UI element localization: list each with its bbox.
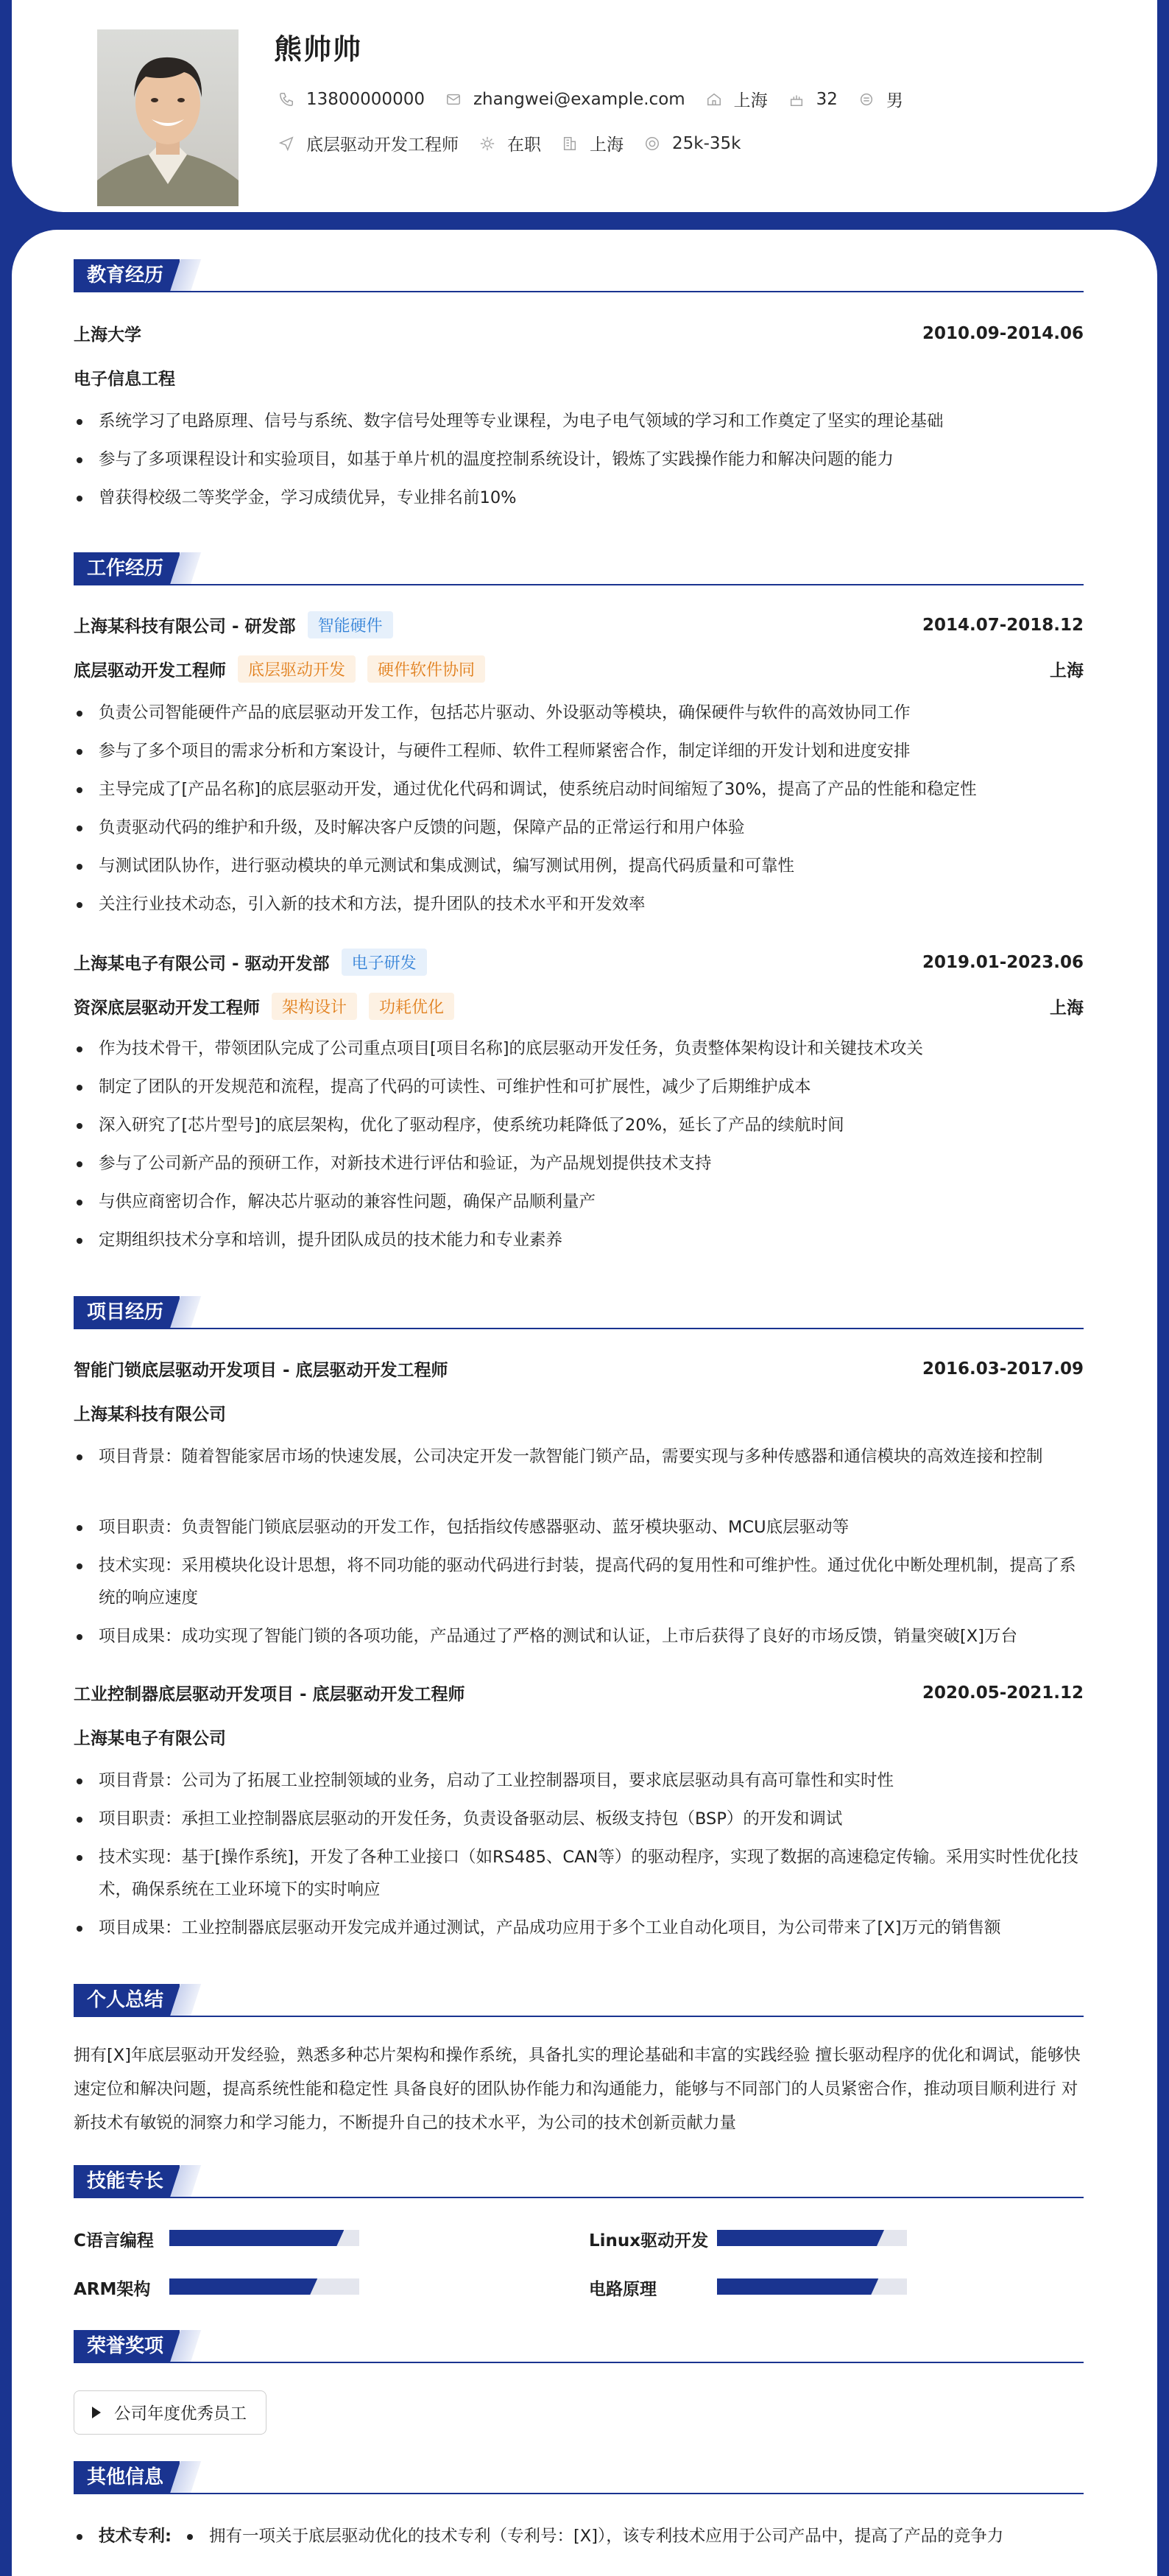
education-period: 2010.09-2014.06 xyxy=(922,323,1084,343)
status-icon xyxy=(478,134,497,153)
project-period: 2020.05-2021.12 xyxy=(922,1683,1084,1703)
education-header xyxy=(74,321,1084,345)
summary-text: 拥有[X]年底层驱动开发经验，熟悉多种芯片架构和操作系统，具备扎实的理论基础和丰富的实践经验 擅长驱动程序的优化和调试，能够快速定位和解决问题，提高系统性能和稳定性 具备良好的团队协作能力和沟通能力，能够与不同部门的人员紧密合作，推动项目顺利进行 对新技术有敏锐的洞察力和学习能力，不断提升自己的技术水平，为公司的技术创新贡献力量 xyxy=(74,2046,1081,2133)
skill-bar xyxy=(717,2230,907,2246)
list-item: 深入研究了[芯片型号]的底层架构，优化了驱动程序，使系统功耗降低了20%，延长了产品的续航时间 xyxy=(74,1109,1084,1141)
work-city: 上海 xyxy=(1050,661,1084,680)
skill-name: C语言编程 xyxy=(74,2231,154,2251)
work-period: 2014.07-2018.12 xyxy=(922,615,1084,635)
status-value: 在职 xyxy=(507,136,541,155)
skill-tag: 硬件软件协同 xyxy=(367,655,485,683)
triangle-icon xyxy=(92,2407,101,2418)
candidate-name: 熊帅帅 xyxy=(274,33,363,66)
mail-icon xyxy=(444,90,463,109)
list-item: 关注行业技术动态，引入新的技术和方法，提升团队的技术水平和开发效率 xyxy=(74,888,1084,921)
list-item: 参与了多个项目的需求分析和方案设计，与硬件工程师、软件工程师紧密合作，制定详细的开发计划和进度安排 xyxy=(74,735,1084,767)
list-item: 曾获得校级二等奖学金，学习成绩优异，专业排名前10% xyxy=(74,482,1084,514)
other-text: 拥有一项关于底层驱动优化的技术专利（专利号：[X]），该专利技术应用于公司产品中，提高了产品的竞争力 xyxy=(209,2527,1004,2546)
list-item: 项目背景：随着智能家居市场的快速发展，公司决定开发一款智能门锁产品，需要实现与多种传感器和通信模块的高效连接和控制 xyxy=(74,1440,1084,1473)
gender-value: 男 xyxy=(886,91,903,110)
send-icon xyxy=(277,134,296,153)
avatar xyxy=(97,29,239,206)
section-title: 技能专长 xyxy=(74,2165,180,2197)
list-item: 主导完成了[产品名称]的底层驱动开发，通过优化代码和调试，使系统启动时间缩短了30%，提高了产品的性能和稳定性 xyxy=(74,773,1084,806)
project-company: 上海某电子有限公司 xyxy=(74,1729,226,1748)
contact-row xyxy=(277,87,922,111)
section-education xyxy=(74,259,1084,293)
list-item: 负责驱动代码的维护和升级，及时解决客户反馈的问题，保障产品的正常运行和用户体验 xyxy=(74,812,1084,844)
location-value: 上海 xyxy=(733,91,768,110)
section-projects xyxy=(74,1296,1084,1330)
list-item: 技术实现：基于[操作系统]，开发了各种工业接口（如RS485、CAN等）的驱动程序，实现了数据的高速稳定传输。采用实时性优化技术，确保系统在工业环境下的实时响应 xyxy=(74,1841,1084,1906)
age-value: 32 xyxy=(816,89,838,109)
school-name: 上海大学 xyxy=(74,325,141,345)
skill-name: Linux驱动开发 xyxy=(589,2231,709,2251)
work-header xyxy=(74,611,1084,638)
salary-icon xyxy=(643,134,662,153)
list-item: 与供应商密切合作，解决芯片驱动的兼容性问题，确保产品顺利量产 xyxy=(74,1186,1084,1218)
skill-tag: 底层驱动开发 xyxy=(238,655,356,683)
project-company: 上海某科技有限公司 xyxy=(74,1405,226,1424)
list-item: 负责公司智能硬件产品的底层驱动开发工作，包括芯片驱动、外设驱动等模块，确保硬件与软件的高效协同工作 xyxy=(74,697,1084,729)
list-item: 项目背景：公司为了拓展工业控制领域的业务，启动了工业控制器项目，要求底层驱动具有高可靠性和实时性 xyxy=(74,1764,1084,1797)
skill-bar xyxy=(169,2230,359,2246)
building-icon xyxy=(560,134,579,153)
email-value: zhangwei@example.com xyxy=(473,89,685,109)
section-title: 教育经历 xyxy=(74,259,180,292)
skill-name: 电路原理 xyxy=(589,2280,657,2299)
section-title: 荣誉奖项 xyxy=(74,2330,180,2362)
company-name: 上海某电子有限公司 - 驱动开发部 xyxy=(74,954,330,974)
work-city: 上海 xyxy=(1050,999,1084,1018)
company-name: 上海某科技有限公司 - 研发部 xyxy=(74,617,296,636)
job-title: 底层驱动开发工程师 xyxy=(74,661,226,680)
gender-icon xyxy=(857,90,876,109)
list-item: 定期组织技术分享和培训，提升团队成员的技术能力和专业素养 xyxy=(74,1224,1084,1256)
skill-bar xyxy=(717,2278,907,2295)
list-item: 项目成果：成功实现了智能门锁的各项功能，产品通过了严格的测试和认证，上市后获得了良好的市场反馈，销量突破[X]万台 xyxy=(74,1620,1084,1653)
section-other xyxy=(74,2461,1084,2495)
work-header xyxy=(74,949,1084,976)
list-item: 制定了团队的开发规范和流程，提高了代码的可读性、可维护性和可扩展性，减少了后期维护成本 xyxy=(74,1071,1084,1103)
section-work xyxy=(74,552,1084,586)
job-intent-row xyxy=(277,131,760,155)
job-title: 资深底层驱动开发工程师 xyxy=(74,999,260,1018)
skill-name: ARM架构 xyxy=(74,2280,151,2299)
profile-header xyxy=(12,0,1157,212)
project-name: 工业控制器底层驱动开发项目 - 底层驱动开发工程师 xyxy=(74,1685,465,1704)
position-value: 底层驱动开发工程师 xyxy=(306,136,459,155)
skill-tag: 架构设计 xyxy=(272,993,357,1020)
skill-tag: 功耗优化 xyxy=(369,993,454,1020)
skill-bar xyxy=(169,2278,359,2295)
section-title: 工作经历 xyxy=(74,552,180,585)
project-header xyxy=(74,1681,1084,1705)
award-item[interactable] xyxy=(74,2390,266,2435)
list-item: 参与了公司新产品的预研工作，对新技术进行评估和验证，为产品规划提供技术支持 xyxy=(74,1147,1084,1180)
major: 电子信息工程 xyxy=(74,370,175,389)
phone-icon xyxy=(277,90,296,109)
list-item: 作为技术骨干，带领团队完成了公司重点项目[项目名称]的底层驱动开发任务，负责整体架构设计和关键技术攻关 xyxy=(74,1032,1084,1065)
section-skills xyxy=(74,2165,1084,2199)
age-icon xyxy=(787,90,806,109)
project-name: 智能门锁底层驱动开发项目 - 底层驱动开发工程师 xyxy=(74,1361,448,1380)
project-company-line xyxy=(74,1725,1084,1749)
work-title-line xyxy=(74,655,1084,683)
work-period: 2019.01-2023.06 xyxy=(922,952,1084,972)
award-label: 公司年度优秀员工 xyxy=(114,2404,247,2424)
section-awards xyxy=(74,2330,1084,2364)
phone-value: 13800000000 xyxy=(306,89,425,109)
list-item: 参与了多项课程设计和实验项目，如基于单片机的温度控制系统设计，锻炼了实践操作能力和解决问题的能力 xyxy=(74,443,1084,476)
list-item xyxy=(184,2520,1084,2552)
section-title: 项目经历 xyxy=(74,1296,180,1329)
list-item: 系统学习了电路原理、信号与系统、数字信号处理等专业课程，为电子电气领域的学习和工作奠定了坚实的理论基础 xyxy=(74,405,1084,437)
work-title-line xyxy=(74,993,1084,1020)
major-line xyxy=(74,365,1084,390)
industry-tag: 智能硬件 xyxy=(308,611,393,638)
industry-tag: 电子研发 xyxy=(342,949,427,976)
list-item: 项目职责：负责智能门锁底层驱动的开发工作，包括指纹传感器驱动、蓝牙模块驱动、MCU底层驱动等 xyxy=(74,1511,1084,1544)
list-item: 项目成果：工业控制器底层驱动开发完成并通过测试，产品成功应用于多个工业自动化项目，为公司带来了[X]万元的销售额 xyxy=(74,1912,1084,1944)
project-header xyxy=(74,1356,1084,1381)
target-city-value: 上海 xyxy=(590,136,624,155)
list-item: 与测试团队协作，进行驱动模块的单元测试和集成测试，编写测试用例，提高代码质量和可靠性 xyxy=(74,850,1084,882)
other-label: 技术专利: xyxy=(99,2527,172,2546)
section-summary xyxy=(74,1984,1084,2018)
list-item: 技术实现：采用模块化设计思想，将不同功能的驱动代码进行封装，提高代码的复用性和可维护性。通过优化中断处理机制，提高了系统的响应速度 xyxy=(74,1549,1084,1614)
section-title: 个人总结 xyxy=(74,1984,180,2016)
section-title: 其他信息 xyxy=(74,2461,180,2494)
project-period: 2016.03-2017.09 xyxy=(922,1359,1084,1379)
list-item: 项目职责：承担工业控制器底层驱动的开发任务，负责设备驱动层、板级支持包（BSP）的开发和调试 xyxy=(74,1803,1084,1835)
salary-value: 25k-35k xyxy=(672,133,741,153)
project-company-line xyxy=(74,1401,1084,1425)
home-icon xyxy=(704,90,724,109)
